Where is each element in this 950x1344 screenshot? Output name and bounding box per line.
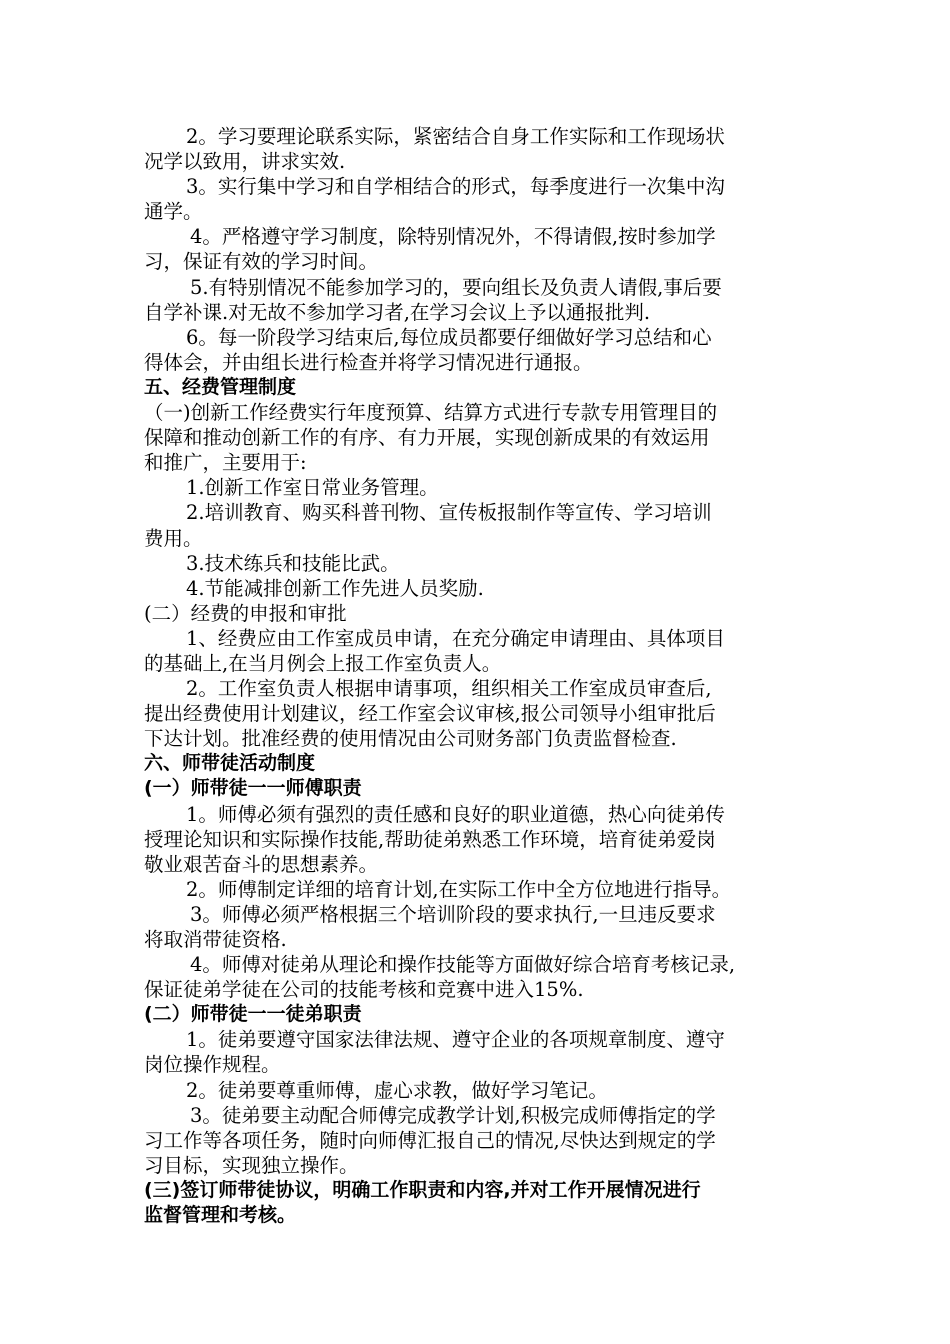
text-line: 1.创新工作室日常业务管理。 (186, 476, 439, 500)
text-line: （一)创新工作经费实行年度预算、结算方式进行专款专用管理目的 (144, 401, 718, 425)
text-line: 2。师傅制定详细的培育计划,在实际工作中全方位地进行指导。 (186, 877, 732, 901)
text-line: 保障和推动创新工作的有序、有力开展，实现创新成果的有效运用 (144, 426, 710, 450)
text-line: 4。严格遵守学习制度，除特别情况外，不得请假,按时参加学 (190, 225, 716, 249)
section-heading: (一）师带徒一一师傅职责 (144, 777, 362, 800)
section-heading: (三)签订师带徒协议，明确工作职责和内容,并对工作开展情况进行 (144, 1178, 701, 1201)
text-line: 2。学习要理论联系实际，紧密结合自身工作实际和工作现场状 (186, 125, 725, 148)
text-line: 2。徒弟要尊重师傅，虚心求教，做好学习笔记。 (186, 1078, 608, 1102)
text-line: 下达计划。批准经费的使用情况由公司财务部门负责监督检查. (144, 727, 677, 751)
text-line: 习目标，实现独立操作。 (144, 1153, 359, 1177)
section-heading: 六、师带徒活动制度 (144, 752, 316, 775)
text-line: 自学补课.对无故不参加学习者,在学习会议上予以通报批判. (144, 300, 651, 324)
text-line: 3.技术练兵和技能比武。 (186, 551, 400, 575)
text-line: 3。师傅必须严格根据三个培训阶段的要求执行,一旦违反要求 (190, 902, 716, 926)
text-line: 岗位操作规程。 (144, 1053, 281, 1077)
text-line: 3。徒弟要主动配合师傅完成教学计划,积极完成师傅指定的学 (190, 1103, 716, 1127)
text-line: 敬业艰苦奋斗的思想素养。 (144, 852, 379, 876)
text-line: 得体会，并由组长进行检查并将学习情况进行通报。 (144, 350, 593, 374)
text-line: 习，保证有效的学习时间。 (144, 250, 379, 274)
text-line: (二）经费的申报和审批 (144, 601, 347, 625)
document-body (144, 124, 810, 1228)
text-line: 4。师傅对徒弟从理论和操作技能等方面做好综合培育考核记录, (190, 953, 736, 977)
text-line: 况学以致用，讲求实效. (144, 150, 346, 174)
section-heading: 五、经费管理制度 (144, 375, 297, 398)
text-line: 5.有特别情况不能参加学习的，要向组长及负责人请假,事后要 (190, 275, 722, 299)
text-line: 4.节能减排创新工作先进人员奖励. (186, 576, 484, 600)
text-line: 授理论知识和实际操作技能,帮助徒弟熟悉工作环境，培育徒弟爱岗 (144, 827, 716, 851)
text-line: 将取消带徒资格. (144, 928, 287, 951)
section-heading: 监督管理和考核。 (144, 1204, 297, 1227)
text-line: 6。每一阶段学习结束后,每位成员都要仔细做好学习总结和心 (186, 325, 712, 349)
text-line: 通学。 (144, 200, 203, 224)
text-line: 2。工作室负责人根据申请事项，组织相关工作室成员审查后, (186, 677, 712, 701)
text-line: 和推广，主要用于: (144, 451, 307, 475)
text-line: 费用。 (144, 526, 203, 550)
text-line: 保证徒弟学徒在公司的技能考核和竞赛中进入15%. (144, 978, 584, 1002)
text-line: 1、经费应由工作室成员申请，在充分确定申请理由、具体项目 (186, 626, 725, 650)
text-line: 习工作等各项任务，随时向师傅汇报自己的情况,尽快达到规定的学 (144, 1128, 716, 1152)
text-line: 3。实行集中学习和自学相结合的形式，每季度进行一次集中沟 (186, 175, 725, 199)
text-line: 的基础上,在当月例会上报工作室负责人。 (144, 651, 502, 675)
text-line: 1。师傅必须有强烈的责任感和良好的职业道德，热心向徒弟传 (186, 802, 725, 826)
text-line: 1。徒弟要遵守国家法律法规、遵守企业的各项规章制度、遵守 (186, 1028, 725, 1052)
text-line: 提出经费使用计划建议，经工作室会议审核,报公司领导小组审批后 (144, 702, 716, 726)
section-heading: (二）师带徒一一徒弟职责 (144, 1003, 362, 1026)
text-line: 2.培训教育、购买科普刊物、宣传板报制作等宣传、学习培训 (186, 501, 712, 525)
